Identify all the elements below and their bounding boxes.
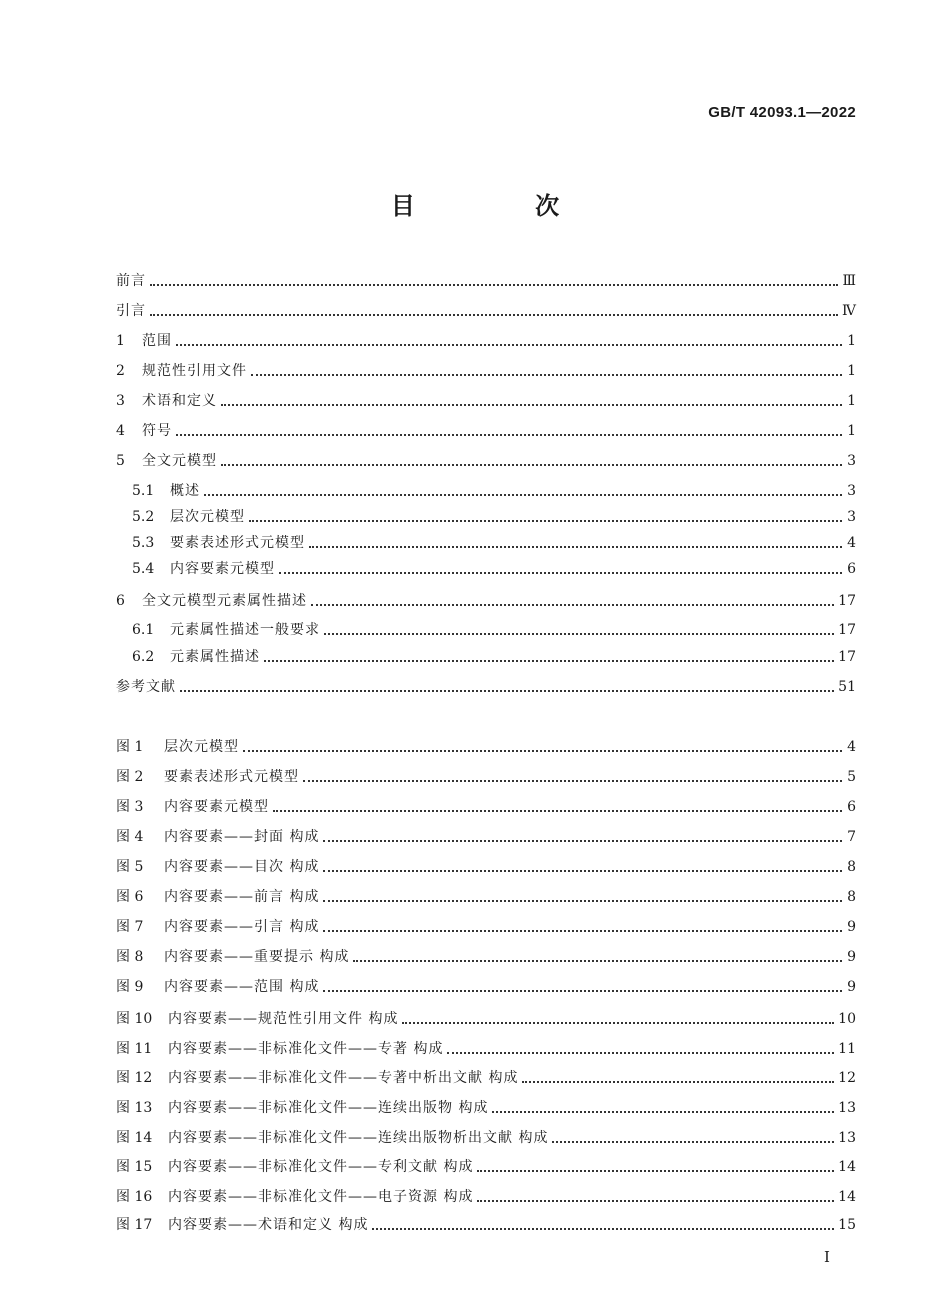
figure-page: 11 [838,1041,856,1057]
toc-number: 6.2 [132,649,155,665]
toc-entry-terms[interactable] [116,389,856,411]
toc-label: 符号 [142,423,172,439]
figure-label: 内容要素——重要提示 构成 [164,949,350,965]
leader-dots [251,374,842,376]
leader-dots [176,434,842,436]
toc-page: 17 [838,593,856,609]
figure-page: 9 [847,919,856,935]
figure-label: 层次元模型 [164,739,239,755]
figure-number: 图 2 [116,769,144,785]
toc-label: 术语和定义 [142,393,217,409]
toc-page: 1 [847,363,856,379]
toc-label: 范围 [142,333,172,349]
figure-entry[interactable] [116,975,856,997]
leader-dots [150,314,838,316]
leader-dots [353,960,842,962]
figure-number: 图 16 [116,1189,153,1205]
figure-label: 内容要素——前言 构成 [164,889,320,905]
figure-page: 12 [838,1070,856,1086]
figure-page: 9 [847,949,856,965]
toc-page: 1 [847,393,856,409]
toc-entry-normative-references[interactable] [116,359,856,381]
figure-label: 内容要素——封面 构成 [164,829,320,845]
toc-entry-scope[interactable] [116,329,856,351]
leader-dots [243,750,842,752]
figure-entry[interactable] [116,1066,856,1088]
toc-page: 6 [847,561,856,577]
figure-label: 内容要素——非标准化文件——专著 构成 [168,1041,444,1057]
figure-page: 14 [838,1159,856,1175]
toc-entry-foreword[interactable] [116,269,856,291]
figure-entry[interactable] [116,1155,856,1177]
toc-number: 5.2 [132,509,155,525]
toc-number: 6 [116,593,125,609]
leader-dots [323,840,842,842]
toc-entry-element-attributes[interactable] [132,645,856,667]
toc-entry-attribute-description[interactable] [116,589,856,611]
toc-page: 3 [847,483,856,499]
figure-number: 图 13 [116,1100,153,1116]
toc-label: 内容要素元模型 [170,561,275,577]
figure-page: 4 [847,739,856,755]
toc-label: 参考文献 [116,679,176,695]
figure-page: 10 [838,1011,856,1027]
figure-entry[interactable] [116,1126,856,1148]
toc-entry-bibliography[interactable] [116,675,856,697]
leader-dots [522,1081,834,1083]
figure-page: 8 [847,859,856,875]
toc-number: 5.1 [132,483,155,499]
toc-number: 5 [116,453,125,469]
leader-dots [372,1228,834,1230]
leader-dots [323,900,842,902]
figure-entry[interactable] [116,1213,856,1235]
figure-page: 15 [838,1217,856,1233]
leader-dots [150,284,838,286]
toc-label: 规范性引用文件 [142,363,247,379]
figure-label: 内容要素——非标准化文件——连续出版物 构成 [168,1100,489,1116]
toc-page: 17 [838,649,856,665]
figure-number: 图 5 [116,859,144,875]
leader-dots [323,990,842,992]
figure-number: 图 4 [116,829,144,845]
leader-dots [447,1052,834,1054]
leader-dots [221,404,842,406]
figure-number: 图 15 [116,1159,153,1175]
figure-label: 内容要素——术语和定义 构成 [168,1217,369,1233]
toc-number: 5.4 [132,561,155,577]
figure-label: 内容要素——目次 构成 [164,859,320,875]
figure-label: 内容要素——非标准化文件——连续出版物析出文献 构成 [168,1130,549,1146]
figure-page: 14 [838,1189,856,1205]
figure-page: 7 [847,829,856,845]
toc-entry-expression-metamodel[interactable] [132,531,856,553]
leader-dots [264,660,834,662]
figure-entry[interactable] [116,825,856,847]
toc-page: 17 [838,622,856,638]
toc-page: 1 [847,423,856,439]
leader-dots [204,494,842,496]
leader-dots [303,780,842,782]
toc-label: 层次元模型 [170,509,245,525]
toc-entry-overview[interactable] [132,479,856,501]
leader-dots [180,690,834,692]
figure-label: 内容要素——规范性引用文件 构成 [168,1011,399,1027]
figure-label: 内容要素——非标准化文件——专利文献 构成 [168,1159,474,1175]
leader-dots [492,1111,834,1113]
toc-number: 2 [116,363,125,379]
toc-number: 5.3 [132,535,155,551]
leader-dots [323,930,842,932]
toc-label: 引言 [116,303,146,319]
toc-entry-full-text-metamodel[interactable] [116,449,856,471]
leader-dots [402,1022,834,1024]
toc-label: 元素属性描述 [170,649,260,665]
figure-entry[interactable] [116,1007,856,1029]
figure-number: 图 9 [116,979,144,995]
document-title: 目 次 [390,192,616,220]
figure-label: 内容要素元模型 [164,799,269,815]
toc-page: 51 [838,679,856,695]
standard-number: GB/T 42093.1—2022 [708,104,856,121]
figure-label: 内容要素——引言 构成 [164,919,320,935]
figure-page: 9 [847,979,856,995]
toc-page: 4 [847,535,856,551]
toc-entry-symbols[interactable] [116,419,856,441]
leader-dots [477,1200,834,1202]
figure-number: 图 17 [116,1217,153,1233]
figure-entry[interactable] [116,945,856,967]
figure-page: 13 [838,1130,856,1146]
figure-number: 图 11 [116,1041,153,1057]
toc-page: Ⅲ [842,273,856,289]
leader-dots [273,810,842,812]
toc-page: Ⅳ [842,303,856,319]
toc-label: 全文元模型元素属性描述 [142,593,307,609]
toc-page: 3 [847,453,856,469]
figure-page: 5 [847,769,856,785]
figure-number: 图 8 [116,949,144,965]
page-number: I [824,1248,830,1266]
toc-label: 全文元模型 [142,453,217,469]
figure-number: 图 12 [116,1070,153,1086]
toc-label: 要素表述形式元模型 [170,535,305,551]
toc-entry-hierarchy-metamodel[interactable] [132,505,856,527]
toc-number: 3 [116,393,125,409]
figure-label: 内容要素——范围 构成 [164,979,320,995]
leader-dots [477,1170,834,1172]
leader-dots [309,546,842,548]
toc-page: 3 [847,509,856,525]
toc-entry-general-requirements[interactable] [132,618,856,640]
toc-page: 1 [847,333,856,349]
figure-entry[interactable] [116,855,856,877]
figure-entry[interactable] [116,1096,856,1118]
leader-dots [311,604,834,606]
figure-page: 8 [847,889,856,905]
figure-number: 图 10 [116,1011,153,1027]
figure-number: 图 1 [116,739,144,755]
figure-page: 13 [838,1100,856,1116]
figure-entry[interactable] [116,735,856,757]
toc-entry-introduction[interactable] [116,299,856,321]
figure-entry[interactable] [116,1037,856,1059]
leader-dots [221,464,842,466]
figure-number: 图 14 [116,1130,153,1146]
toc-number: 1 [116,333,125,349]
toc-label: 元素属性描述一般要求 [170,622,320,638]
leader-dots [324,633,834,635]
leader-dots [279,572,842,574]
leader-dots [249,520,842,522]
figure-page: 6 [847,799,856,815]
toc-label: 概述 [170,483,200,499]
figure-entry[interactable] [116,795,856,817]
toc-number: 6.1 [132,622,155,638]
toc-number: 4 [116,423,125,439]
leader-dots [176,344,842,346]
toc-label: 前言 [116,273,146,289]
figure-number: 图 7 [116,919,144,935]
figure-entry[interactable] [116,765,856,787]
figure-entry[interactable] [116,885,856,907]
figure-label: 要素表述形式元模型 [164,769,299,785]
figure-number: 图 6 [116,889,144,905]
figure-entry[interactable] [116,915,856,937]
figure-label: 内容要素——非标准化文件——电子资源 构成 [168,1189,474,1205]
figure-label: 内容要素——非标准化文件——专著中析出文献 构成 [168,1070,519,1086]
leader-dots [552,1141,834,1143]
leader-dots [323,870,842,872]
figure-number: 图 3 [116,799,144,815]
figure-entry[interactable] [116,1185,856,1207]
toc-entry-content-metamodel[interactable] [132,557,856,579]
